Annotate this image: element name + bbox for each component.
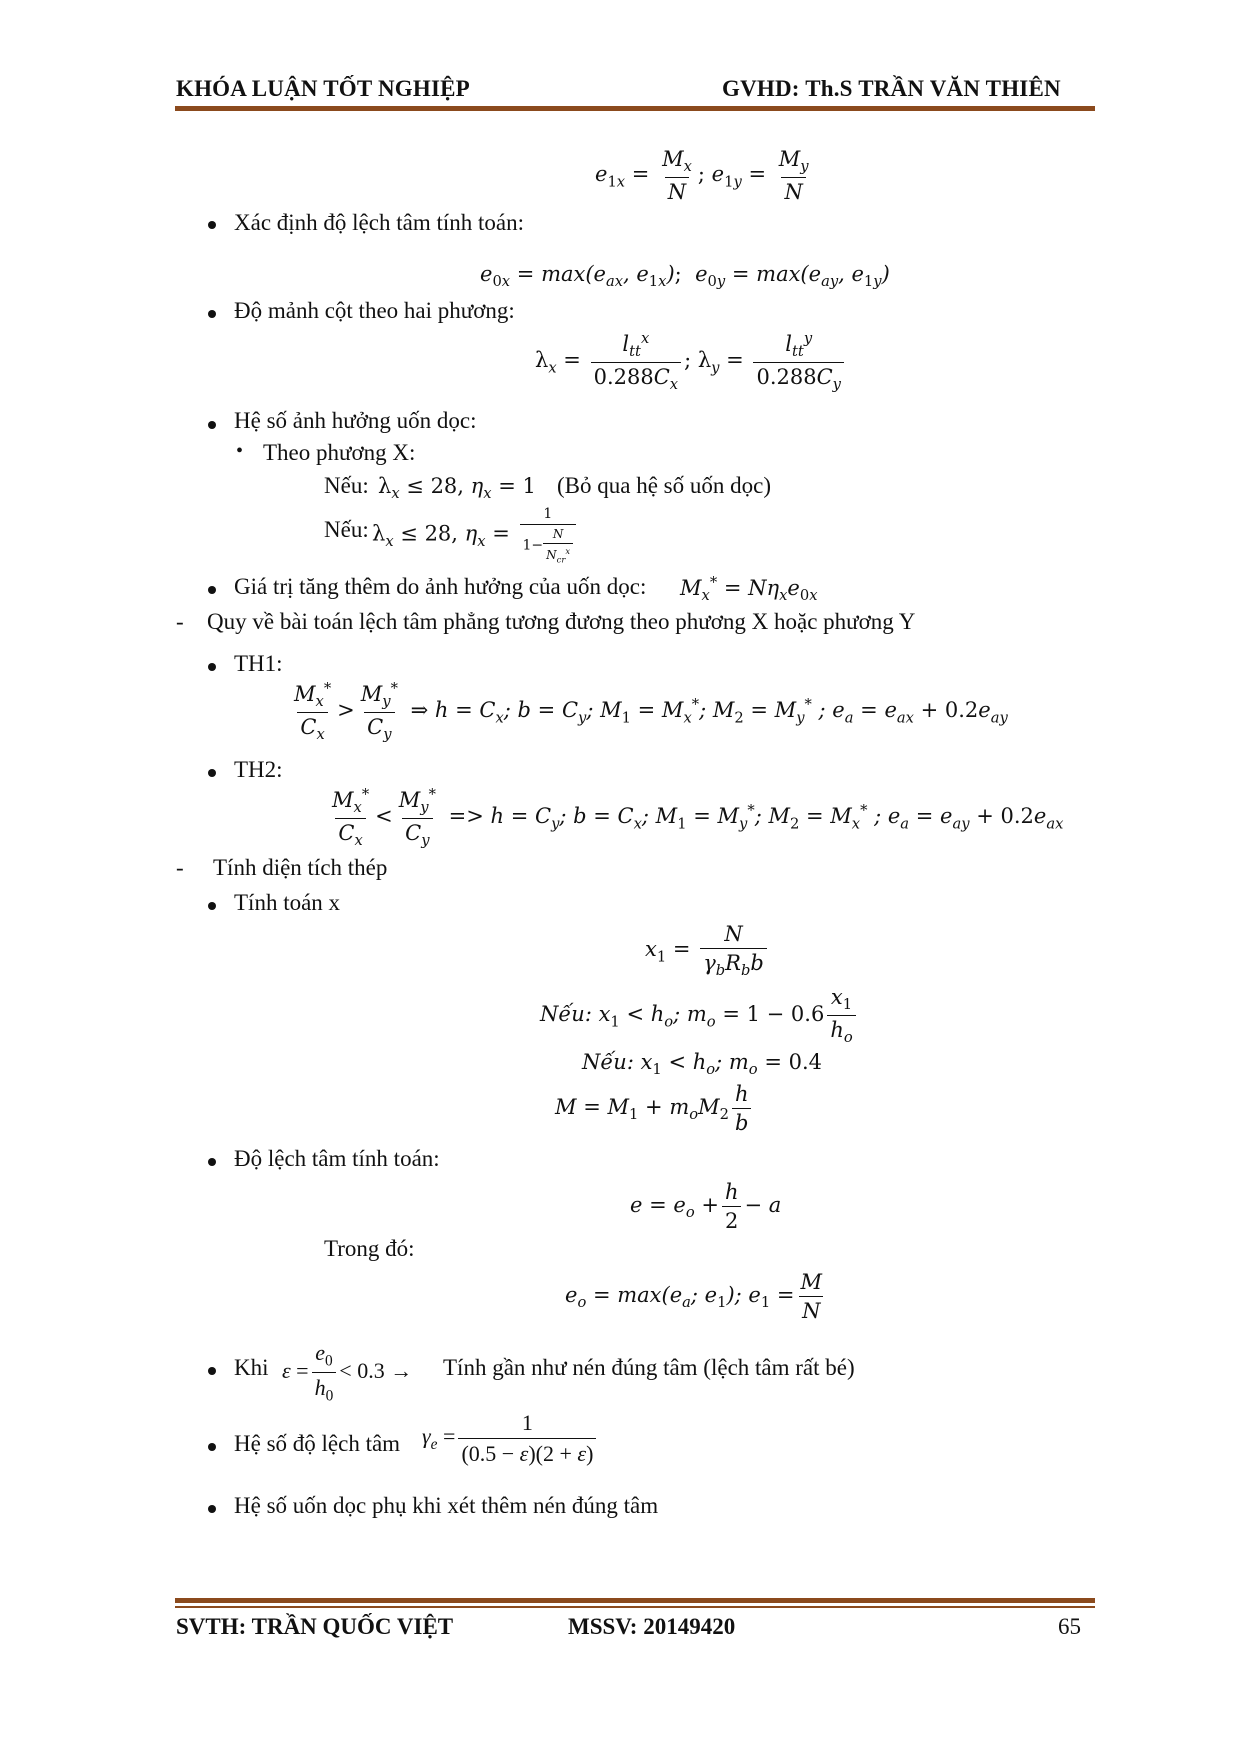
formula-lambda: $\lambda_x$ = $\frac{l_{tt}^x}{0.288C_x}$ ; $\lambda_y$ = $\frac{l_{tt}^y}{0.288C_y}$ xyxy=(535,330,847,393)
bullet-xac-dinh: Xác định độ lệch tâm tính toán: xyxy=(234,210,524,235)
bullet-khi-text: Tính gần như nén đúng tâm (lệch tâm rất bé) xyxy=(443,1355,855,1380)
th2-label: TH2: xyxy=(234,757,283,782)
neu-label-1: Nếu: xyxy=(324,473,369,498)
th1-label: TH1: xyxy=(234,651,283,676)
dash-tinh-dien-tich: Tính diện tích thép xyxy=(213,855,388,880)
bullet-he-so-uon: Hệ số uốn dọc phụ khi xét thêm nén đúng tâm xyxy=(234,1493,659,1518)
footer-rule-thick xyxy=(175,1598,1095,1603)
bullet-marker xyxy=(208,221,216,229)
footer-svth: SVTH: TRẦN QUỐC VIỆT xyxy=(176,1614,454,1639)
formula-eta-2: $\lambda_x \le 28$, $\eta_x$ = 1 1− $\frac{N}{N_{cr}^x}$ xyxy=(372,506,579,564)
formula-m0-2: Nếu: $x_1 < h_o$; $m_o = 0.4$ xyxy=(582,1050,822,1079)
formula-th1: $\frac{M_x^*}{C_x}$ > $\frac{M_y^*}{C_y}$ ⇒ $h = C_x$; $b = C_y$; $M_1 = M_x^*$; $M_2 = M_y^*$ ; $e_a = e_{ax} + 0.2e_{ay}$ xyxy=(294,680,1008,744)
bullet-gia-tri: Giá trị tăng thêm do ảnh hưởng của uốn dọc: xyxy=(234,574,647,599)
bullet-do-lech-tam: Độ lệch tâm tính toán: xyxy=(234,1146,440,1171)
formula-M: $M = M_1 + m_oM_2$ $\frac{h}{b}$ xyxy=(555,1082,754,1135)
formula-mx-star: $M_x^* = N\eta_xe_{0x}$ xyxy=(680,574,818,605)
formula-e: $e = e_o$ + $\frac{h}{2}$ − a xyxy=(630,1180,782,1233)
bullet-marker xyxy=(208,902,216,910)
formula-m0-1: Nếu: $x_1 < h_o$; $m_o = 1 - 0.6$ $\frac{x_1}{h_o}$ xyxy=(540,985,859,1046)
bullet-marker xyxy=(208,1158,216,1166)
page-number: 65 xyxy=(1058,1614,1081,1639)
formula-eo: $e_o = \max(e_a$; $e_1$); $e_1$ = $\frac{M}{N}$ xyxy=(565,1270,823,1323)
formula-gamma-e: $\gamma_e$ = $\frac{1}{(0.5 - \varepsilon)(2 + \varepsilon)}$ xyxy=(422,1410,599,1467)
dash-marker: - xyxy=(176,609,184,634)
neu-italic-1: Nếu xyxy=(540,1002,585,1027)
formula-epsilon: ε = $\frac{e_0}{h_0}$ < 0.3 → xyxy=(282,1340,413,1405)
bullet-tinh-toan-x: Tính toán x xyxy=(234,890,341,915)
header-right: GVHD: Th.S TRẦN VĂN THIÊN xyxy=(722,76,1061,101)
sub-theo-phuong: Theo phương X: xyxy=(263,440,416,465)
neu-label-2: Nếu: xyxy=(324,517,369,542)
bullet-marker xyxy=(208,1367,216,1375)
bullet-he-so-do-lech: Hệ số độ lệch tâm xyxy=(234,1431,401,1456)
sub-bullet-marker: • xyxy=(236,440,244,462)
formula-e0: $e_{0x} = \max(e_{ax}$, $e_{1x}$); $e_{0y} = \max(e_{ay}$, $e_{1y}$) xyxy=(480,262,890,291)
neu-italic-2: Nếu xyxy=(582,1050,627,1074)
dash-quy-ve: Quy về bài toán lệch tâm phẳng tương đương theo phương X hoặc phương Y xyxy=(207,609,916,634)
bullet-marker xyxy=(208,421,216,429)
dash-marker: - xyxy=(176,855,184,880)
neu-note: (Bỏ qua hệ số uốn dọc) xyxy=(557,473,771,498)
bullet-marker xyxy=(208,1505,216,1513)
bullet-khi-label: Khi xyxy=(234,1355,269,1380)
bullet-marker xyxy=(208,1443,216,1451)
header-left: KHÓA LUẬN TỐT NGHIỆP xyxy=(176,76,470,101)
bullet-marker xyxy=(208,586,216,594)
bullet-marker xyxy=(208,769,216,777)
bullet-do-manh: Độ mảnh cột theo hai phương: xyxy=(234,298,515,323)
header-rule xyxy=(175,106,1095,111)
footer-mssv: MSSV: 20149420 xyxy=(568,1614,736,1639)
formula-eta-1: $\lambda_x \le 28$, $\eta_x = 1$ xyxy=(378,474,536,503)
trong-do: Trong đó: xyxy=(324,1236,415,1261)
footer-rule-thin xyxy=(175,1606,1095,1608)
bullet-marker xyxy=(208,663,216,671)
bullet-he-so: Hệ số ảnh hưởng uốn dọc: xyxy=(234,408,477,433)
formula-e1x-e1y: $e_{1x}$ = $\frac{M_x}{N}$ ; $e_{1y}$ = $\frac{M_y}{N}$ xyxy=(595,147,809,205)
bullet-marker xyxy=(208,310,216,318)
formula-th2: $\frac{M_x^*}{C_x}$ < $\frac{M_y^*}{C_y}$ => $h = C_y$; $b = C_x$; $M_1 = M_y^*$; $M_2 = M_x^*$ ; $e_a = e_{ay} + 0.2e_{ax}$ xyxy=(332,786,1064,850)
formula-x1: $x_1$ = $\frac{N}{\gamma_bR_bb}$ xyxy=(645,922,770,979)
